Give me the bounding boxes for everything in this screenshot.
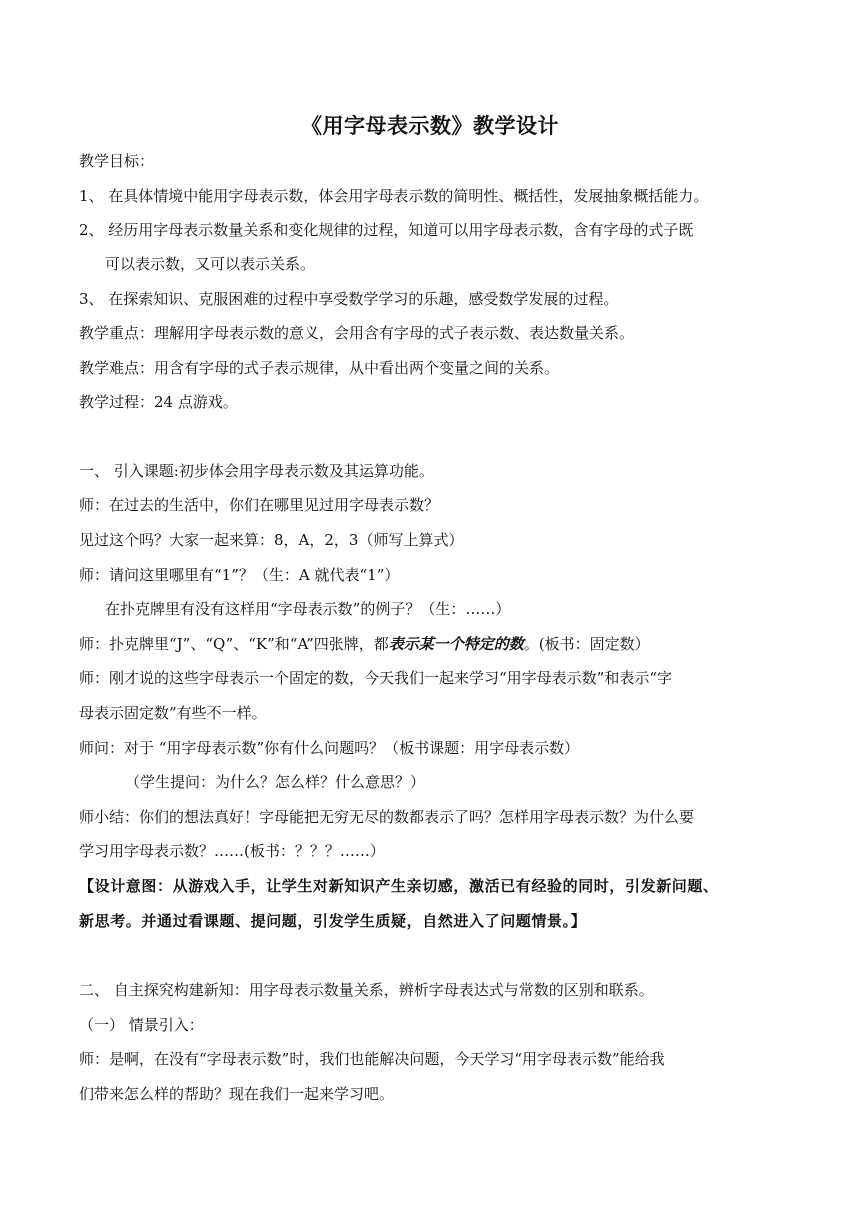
goal-3: 3、 在探索知识、克服困难的过程中享受数学学习的乐趣，感受数学发展的过程。 xyxy=(79,290,619,308)
s1-line-10: 学习用字母表示数？……(板书：？？？……） xyxy=(79,842,385,860)
goal-1: 1、 在具体情境中能用字母表示数，体会用字母表示数的简明性、概括性，发展抽象概括能力。 xyxy=(79,187,709,205)
process: 教学过程：24 点游戏。 xyxy=(79,393,238,411)
s1-line-5: 师：刚才说的这些字母表示一个固定的数，今天我们一起来学习“用字母表示数”和表示“字 xyxy=(79,669,673,687)
design-intent-1: 【设计意图：从游戏入手，让学生对新知识产生亲切感，激活已有经验的同时，引发新问题、 xyxy=(79,877,719,895)
s1-line-3: 师：请问这里哪里有“1”？（生：A 就代表“1”） xyxy=(79,566,400,584)
s1-line-1: 师：在过去的生活中，你们在哪里见过用字母表示数？ xyxy=(79,496,440,514)
s1-line-2: 见过这个吗？大家一起来算：8，A，2，3（师写上算式） xyxy=(79,531,464,549)
s1-line-9: 师小结：你们的想法真好！字母能把无穷无尽的数都表示了吗？怎样用字母表示数？为什么要 xyxy=(79,808,695,826)
section2-heading: 二、 自主探究构建新知：用字母表示数量关系，辨析字母表达式与常数的区别和联系。 xyxy=(79,981,654,999)
goal-2: 2、 经历用字母表示数量关系和变化规律的过程，知道可以用字母表示数，含有字母的式子既 xyxy=(79,221,694,239)
goal-2-cont: 可以表示数，又可以表示关系。 xyxy=(105,255,316,273)
s1-poker-line xyxy=(79,633,650,655)
section2-sub: （一） 情景引入： xyxy=(79,1016,204,1034)
section1-heading: 一、 引入课题:初步体会用字母表示数及其运算功能。 xyxy=(79,462,434,480)
poker-text-pre: 师：扑克牌里“J”、“Q”、“K”和“A”四张牌，都 xyxy=(79,635,389,653)
document-title: 《用字母表示数》教学设计 xyxy=(301,114,559,138)
poker-emphasis: 表示某一个特定的数 xyxy=(388,635,524,653)
poker-text-post: 。(板书：固定数） xyxy=(523,635,650,653)
s1-line-7: 师问：对于 “用字母表示数”你有什么问题吗？（板书课题：用字母表示数） xyxy=(79,739,580,757)
s1-line-8: （学生提问：为什么？怎么样？什么意思？） xyxy=(125,773,426,791)
s2-line-1: 师：是啊，在没有“字母表示数”时，我们也能解决问题，今天学习“用字母表示数”能给我 xyxy=(79,1050,665,1068)
s2-line-2: 们带来怎么样的帮助？现在我们一起来学习吧。 xyxy=(79,1085,395,1103)
design-intent-2: 新思考。并通过看课题、提问题，引发学生质疑，自然进入了问题情景。】 xyxy=(79,912,587,930)
s1-line-4: 在扑克牌里有没有这样用“字母表示数”的例子？（生：……） xyxy=(105,600,511,618)
difficulty: 教学难点：用含有字母的式子表示规律，从中看出两个变量之间的关系。 xyxy=(79,359,560,377)
key-point: 教学重点：理解用字母表示数的意义，会用含有字母的式子表示数、表达数量关系。 xyxy=(79,324,635,342)
s1-line-6: 母表示固定数”有些不一样。 xyxy=(79,704,267,722)
goals-heading: 教学目标： xyxy=(79,152,155,170)
